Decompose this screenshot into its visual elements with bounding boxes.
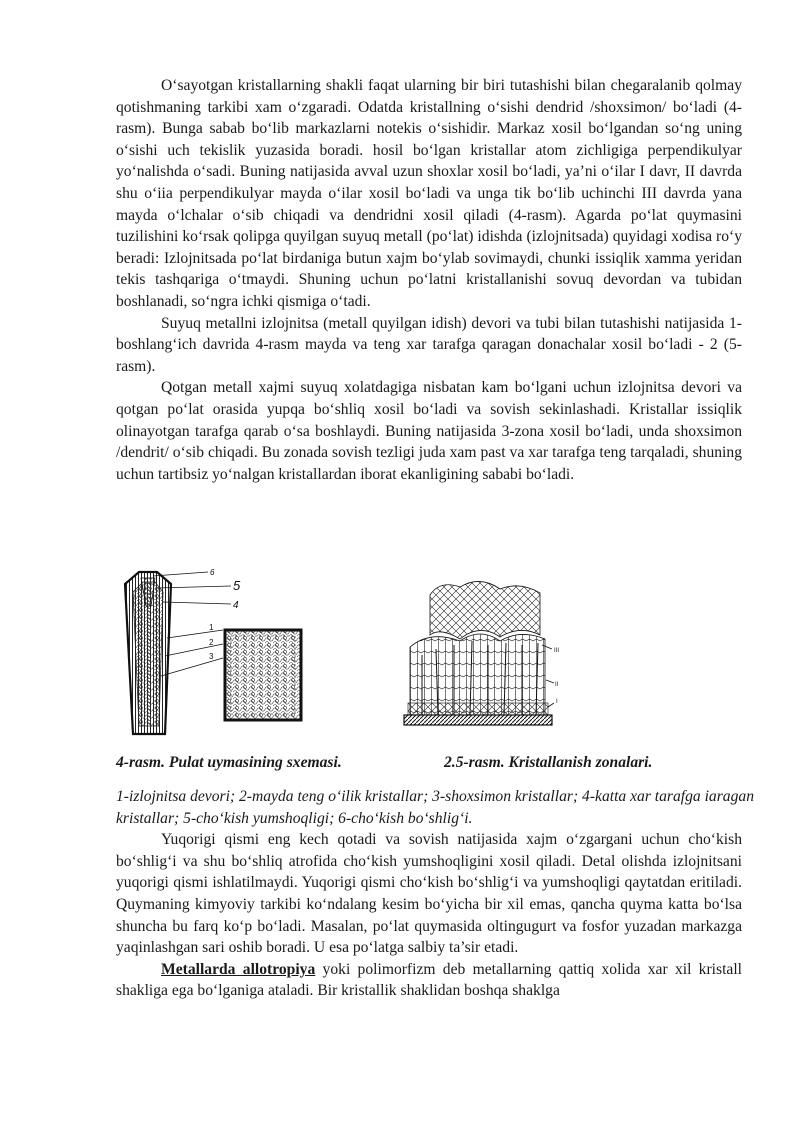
mold-wall: [404, 715, 552, 725]
allotropy-text: yoki polimorfizm deb metallarning qattiq xolida xar xil kristall shakliga ega bo‘lganiga ataladi. Bir kristallik shaklidan boshqa shaklga: [116, 960, 742, 1000]
paragraph-solidification: Qotgan metall xajmi suyuq xolatdagiga nisbatan kam bo‘lgani uchun izlojnitsa devori va qotgan po‘lat orasida yupqa bo‘shliq xosil bo‘ladi va sovish sekinlashadi. Kristallar issiqlik olinayotgan tarafga qarab o‘sa boshlaydi. Buning natijasida 3-zona xosil bo‘ladi, unda shoxsimon /dendrit/ o‘sib chiqadi. Bu zonada sovish tezligi juda xam past va xar tarafga teng tarqaladi, shuning uchun tartibsiz yo‘nalgan kristallardan iborat ekanligining sababi bo‘ladi.: [116, 379, 742, 483]
chill-zone: [408, 703, 548, 715]
fig25-label-zone-3: III: [554, 648, 560, 654]
equiaxed-zone: [430, 581, 540, 639]
fig4-label-4: 4: [233, 600, 239, 611]
bottom-text-block: [116, 786, 761, 1002]
paragraph-mold-contact: Suyuq metallni izlojnitsa (metall quyilgan idish) devori va tubi bilan tutashishi natijasida 1-boshlang‘ich davrida 4-rasm mayda va teng xar tarafga qaragan donachalar xosil bo‘ladi - 2 (5-rasm).: [116, 314, 742, 375]
fig4-label-6: 6: [210, 568, 215, 577]
ingot-cross-section: [225, 630, 301, 720]
ingot-schematic-figure: [113, 566, 313, 741]
crystallization-zones-figure: [400, 575, 570, 735]
fig25-label-zone-2: II: [555, 682, 559, 688]
figure-4-caption: 4-rasm. Pulat uymasining sxemasi.: [116, 754, 342, 771]
figure-legend: 1-izlojnitsa devori; 2-mayda teng o‘ilik kristallar; 3-shoxsimon kristallar; 4-katta xar tarafga iaragan kristallar; 5-cho‘kish yumshoqligi; 6-cho‘kish bo‘shlig‘i.: [116, 788, 754, 827]
top-text-block: [116, 75, 742, 485]
fig4-label-3: 3: [209, 652, 214, 661]
figure-2-5-caption: 2.5-rasm. Kristallanish zonalari.: [444, 754, 653, 771]
fig4-label-1: 1: [209, 623, 214, 632]
fig4-label-5: 5: [233, 578, 241, 593]
paragraph-upper-part: Yuqorigi qismi eng kech qotadi va sovish natijasida xajm o‘zgargani uchun cho‘kish bo‘shlig‘i va shu bo‘shliq atrofida cho‘kish yumshoqligini xosil qiladi. Detal olishda izlojnitsani yuqorigi qismi ishlatilmaydi. Yuqorigi qismi cho‘kish bo‘shlig‘i va yumshoqligi qaytatdan eritiladi. Quymaning kimyoviy tarkibi ko‘ndalang kesim bo‘yicha bir xil emas, qancha quyma katta bo‘lsa shuncha bu farq ko‘p bo‘ladi. Masalan, po‘lat quymasida oltingugurt va fosfor yuzadan markazga yaqinlashgan sari oshib boradi. U esa po‘latga salbiy ta’sir etadi.: [116, 831, 742, 957]
paragraph-allotropy: [116, 959, 742, 1002]
fig4-label-2: 2: [209, 638, 214, 647]
allotropy-term: Metallarda allotropiya: [161, 960, 316, 978]
paragraph-crystal-growth: O‘sayotgan kristallarning shakli faqat ularning bir biri tutashishi bilan chegaralanib qolmay qotishmaning tarkibi xam o‘zgaradi. Odatda kristallning o‘sishi dendrid /shoxsimon/ bo‘ladi (4-rasm). Bunga sabab bo‘lib markazlarni notekis o‘sishidir. Markaz xosil bo‘lgandan so‘ng uning o‘sishi uch tekislik yuzasida boradi. hosil bo‘lgan kristallar atom zichligiga perpendikulyar yo‘nalishda o‘sadi. Buning natijasida avval uzun shoxlar xosil bo‘ladi, ya’ni o‘ilar I davr, II davrda shu o‘iia perpendikulyar mayda o‘ilar xosil bo‘ladi va unga tik bo‘lib uchinchi III davrda yana mayda o‘lchalar o‘sib chiqadi va dendridni xosil qiladi (4-rasm). Agarda po‘lat quymasini tuzilishini ko‘rsak qolipga quyilgan suyuq metall (po‘lat) idishda (izlojnitsada) quyidagi xodisa ro‘y beradi: Izlojnitsada po‘lat birdaniga butun xajm bo‘ylab sovimaydi, chunki issiqlik xamma yeridan tekis tashqariga o‘tmaydi. Shuning uchun po‘latni kristallanishi sovuq devordan va tubidan boshlanadi, so‘ngra ichki qismiga o‘tadi.: [116, 77, 742, 310]
fig25-label-zone-1: I: [556, 699, 558, 705]
